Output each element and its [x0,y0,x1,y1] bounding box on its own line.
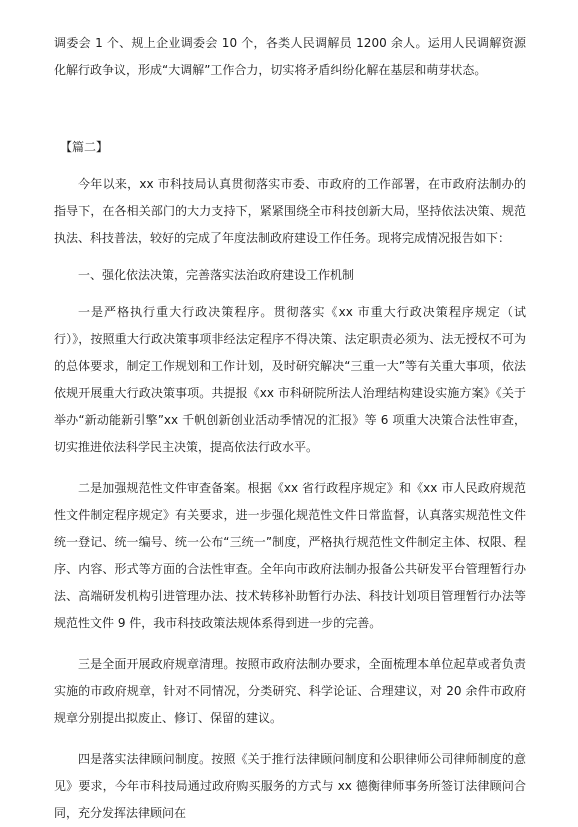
paragraph-normative-documents: 二是加强规范性文件审查备案。根据《xx 省行政程序规定》和《xx 市人民政府规范性文件制定程序规定》有关要求，进一步强化规范性文件日常监督，认真落实规范性文件统一登记、统一编号、统一公布“三统一”制度，严格执行规范性文件制定主体、权限、程序、内容、形式等方面的合法性审查。全年向市政府法制办报备公共研发平台管理暂行办法、高端研发机构引进管理办法、技术转移补助暂行办法、科技计划项目管理暂行办法等规范性文件 9 件，我市科技政策法规体系得到进一步的完善。 [54,481,526,630]
paragraph-summary: 今年以来，xx 市科技局认真贯彻落实市委、市政府的工作部署，在市政府法制办的指导下，在各相关部门的大力支持下，紧紧围绕全市科技创新大局，坚持依法决策、规范执法、科技普法，较好的完成了年度法制政府建设工作任务。现将完成情况报告如下： [54,177,526,245]
paragraph-intro-tail: 调委会 1 个、规上企业调委会 10 个，各类人民调解员 1200 余人。运用人民调解资源化解行政争议，形成“大调解”工作合力，切实将矛盾纠纷化解在基层和萌芽状态。 [54,36,526,77]
heading-decision-making: 一、强化依法决策，完善落实法治政府建设工作机制 [78,268,355,282]
document-page [54,30,526,827]
paragraph-regulation-cleanup: 三是全面开展政府规章清理。按照市政府法制办要求，全面梳理本单位起草或者负责实施的市政府规章，针对不同情况，分类研究、科学论证、合理建议，对 20 余件市政府规章分别提出拟废止、修订、保留的建议。 [54,657,526,725]
section-title-part-two: 【篇二】 [60,140,109,154]
paragraph-legal-advisor: 四是落实法律顾问制度。按照《关于推行法律顾问制度和公职律师公司律师制度的意见》要求，今年市科技局通过政府购买服务的方式与 xx 德衡律师事务所签订法律顾问合同，充分发挥法律顾问在 [54,752,526,820]
paragraph-major-decisions: 一是严格执行重大行政决策程序。贯彻落实《xx 市重大行政决策程序规定（试行）》，按照重大行政决策事项非经法定程序不得决策、法定职责必须为、法无授权不可为的总体要求，制定工作规划和工作计划，及时研究解决“三重一大”等有关重大事项，依法依规开展重大行政决策事项。共提报《xx 市科研院所法人治理结构建设实施方案》《关于举办“新动能新引擎”xx 千帆创新创业活动季情况的汇报》等 6 项重大决策合法性审查，切实推进依法科学民主决策，提高依法行政水平。 [54,305,526,454]
